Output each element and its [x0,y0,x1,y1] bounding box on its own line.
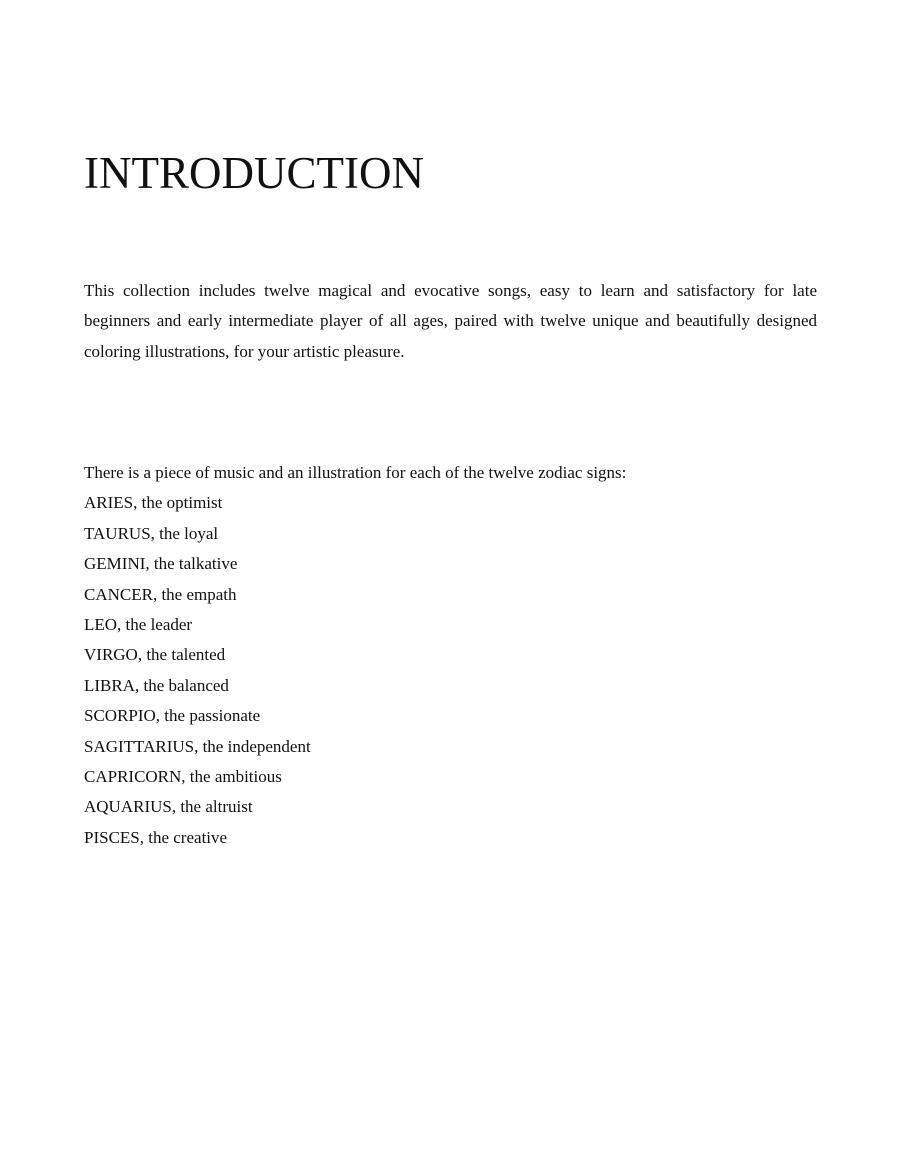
zodiac-sign-list [84,488,311,853]
zodiac-sign-sagittarius: SAGITTARIUS, the independent [84,736,311,756]
zodiac-sign-leo: LEO, the leader [84,615,193,635]
zodiac-sign-aries: ARIES, the optimist [84,493,223,513]
zodiac-sign-scorpio: SCORPIO, the passionate [84,706,261,726]
intro-paragraph: This collection includes twelve magical and evocative songs, easy to learn and satisfactory for late beginners and early intermediate player of all ages, paired with twelve unique and beautifully designed coloring illustrations, for your artistic pleasure. [84,281,817,361]
zodiac-sign-pisces: PISCES, the creative [84,827,228,847]
zodiac-sign-virgo: VIRGO, the talented [84,645,226,665]
page-title: INTRODUCTION [84,148,424,198]
zodiac-sign-taurus: TAURUS, the loyal [84,523,219,543]
zodiac-sign-cancer: CANCER, the empath [84,584,237,604]
zodiac-sign-gemini: GEMINI, the talkative [84,554,238,574]
zodiac-lead-text: There is a piece of music and an illustration for each of the twelve zodiac signs: [84,463,627,482]
zodiac-sign-capricorn: CAPRICORN, the ambitious [84,767,282,787]
zodiac-sign-libra: LIBRA, the balanced [84,675,229,695]
zodiac-sign-aquarius: AQUARIUS, the altruist [84,797,253,817]
